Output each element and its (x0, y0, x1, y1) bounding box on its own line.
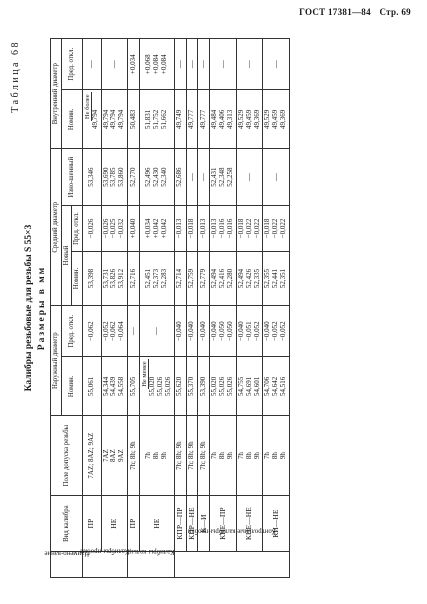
mid-deviation-value: +0,042 (159, 218, 168, 239)
mid-worn-value: 52,770 (128, 167, 137, 187)
mid-deviation-value: −0,013 (210, 218, 219, 239)
outer-nominal-value: 55,370 (187, 376, 196, 396)
outer-nominal-value: 54,642 (271, 376, 280, 396)
inner-deviation-value: — (174, 60, 184, 69)
inner-deviation-value: — (270, 60, 280, 69)
mid-nominal-value: 52,373 (151, 268, 160, 289)
inner-nominal-value: 49,794 (101, 109, 110, 130)
group-plug-gauges: Калибры-пробки (82, 552, 127, 578)
mid-nominal-value: 52,355 (263, 268, 272, 289)
outer-deviation-value: −0,050 (226, 321, 235, 342)
page-number: Стр. 69 (379, 7, 411, 17)
limit-note-max: Не более (83, 94, 91, 120)
inner-nominal-value: 49,369 (279, 109, 288, 130)
outer-deviation-value: −0,062 (86, 321, 95, 342)
inner-deviation-value: — (86, 60, 96, 69)
tolerance-value: 7AZ (101, 449, 110, 463)
gauge-table (44, 38, 290, 578)
mid-worn-value: 52,348 (218, 167, 227, 187)
mid-deviation-value: +0,034 (144, 218, 153, 239)
col-type: Вид калибра (51, 495, 83, 551)
outer-deviation-value: −0,040 (187, 321, 196, 342)
group-ring-gauges: Калибры-кольца (128, 552, 174, 578)
inner-nominal-value: 49,313 (226, 109, 235, 130)
inner-deviation-value: +0,084 (159, 54, 168, 75)
table-title: Калибры резьбовые для резьбы S 55×3 (24, 224, 34, 392)
inner-deviation-value: +0,068 (144, 54, 153, 75)
outer-deviation-value: −0,064 (117, 321, 126, 342)
table-row (128, 39, 140, 578)
outer-deviation-value: — (128, 327, 138, 336)
inner-deviation-value: +0,084 (151, 54, 160, 75)
mid-worn-value: 52,340 (159, 167, 168, 187)
inner-nominal-value: 49,777 (199, 109, 208, 130)
standard-number: ГОСТ 17381—84 (299, 7, 371, 17)
gauge-type: ПР (128, 495, 140, 551)
inner-nominal-value: 49,794 (90, 109, 99, 130)
outer-nominal-value: 54,706 (263, 376, 272, 396)
mid-nominal-value: 53,826 (109, 268, 118, 289)
page-header (293, 7, 411, 17)
outer-nominal-value: 55,705 (128, 376, 137, 396)
mid-worn-value: 53,860 (117, 167, 126, 187)
mid-worn-value: 52,430 (151, 167, 160, 187)
inner-deviation-value: — (217, 60, 227, 69)
outer-nominal-value: 55,026 (218, 376, 227, 396)
mid-worn-value: — (270, 173, 280, 182)
mid-nominal-value: 52,335 (252, 268, 261, 289)
col-mid-new: Новый (61, 205, 72, 305)
inner-nominal-value: 49,459 (244, 109, 253, 130)
col-outer-nominal: Номин. (61, 357, 82, 416)
mid-nominal-value: 52,283 (159, 268, 168, 289)
tolerance-value: 7h; 8h; 9h (175, 441, 184, 470)
outer-nominal-value: 54,558 (117, 376, 126, 396)
mid-nominal-value: 52,779 (199, 268, 208, 289)
col-inner-deviation: Пред. откл. (61, 39, 82, 90)
inner-nominal-value: 51,752 (151, 109, 160, 130)
mid-deviation-value: −0,026 (86, 218, 95, 239)
table-subtitle: Размеры в мм (37, 265, 47, 351)
mid-deviation-value: −0,013 (175, 218, 184, 239)
col-mid-worn: Изно-шенный (61, 149, 82, 205)
tolerance-value: 8h (218, 452, 227, 460)
mid-deviation-value: −0,022 (271, 218, 280, 239)
col-mid-diameter: Средний диаметр (51, 149, 62, 306)
gauge-type: КНЕ—НЕ (236, 495, 262, 551)
mid-deviation-value: −0,022 (244, 218, 253, 239)
mid-nominal-value: 52,426 (244, 268, 253, 289)
mid-nominal-value: 52,280 (226, 268, 235, 289)
mid-nominal-value: 52,494 (236, 268, 245, 289)
table-row (82, 39, 101, 578)
mid-worn-value: — (244, 173, 254, 182)
outer-deviation-value: — (151, 327, 161, 336)
table-number: Таблица 68 (10, 40, 21, 113)
gauge-type: КПР—ПР (174, 495, 186, 551)
mid-deviation-value: −0,016 (226, 218, 235, 239)
mid-nominal-value: 52,759 (187, 268, 196, 289)
tolerance-value: 7h (236, 452, 245, 460)
mid-worn-value: — (198, 173, 208, 182)
limit-note-min: Не менее (141, 361, 149, 387)
inner-nominal-value: 51,831 (144, 109, 153, 130)
outer-deviation-value: −0,040 (175, 321, 184, 342)
col-outer-deviation: Пред. откл. (61, 305, 82, 356)
col-inner-nominal: Номин. (61, 90, 82, 149)
mid-worn-value: 52,496 (144, 167, 153, 187)
tolerance-value: 7h; 8h; 9h (199, 441, 208, 470)
tolerance-value: 9AZ (117, 449, 126, 463)
mid-nominal-value: 52,494 (210, 268, 219, 289)
mid-nominal-value: 53,398 (86, 268, 95, 289)
outer-deviation-value: −0,052 (271, 321, 280, 342)
gauge-type: КНЕ—ПР (210, 495, 236, 551)
outer-deviation-value: −0,040 (236, 321, 245, 342)
inner-nominal-value: 51,662 (159, 109, 168, 130)
outer-nominal-value: 54,344 (101, 376, 110, 396)
outer-nominal-value: 54,691 (244, 376, 253, 396)
table-row (140, 39, 174, 578)
inner-deviation-value: +0,034 (128, 54, 137, 75)
mid-deviation-value: −0,016 (218, 218, 227, 239)
mid-nominal-value: 52,451 (144, 268, 153, 289)
tolerance-value: 8h (271, 452, 280, 460)
tolerance-value: 9h (226, 452, 235, 460)
mid-worn-value: 52,686 (175, 167, 184, 187)
outer-deviation-value: −0,062 (109, 321, 118, 342)
mid-deviation-value: +0,040 (128, 218, 137, 239)
inner-nominal-value: 49,777 (187, 109, 196, 130)
mid-nominal-value: 53,731 (101, 268, 110, 289)
gauge-type: КПР—НЕ (186, 495, 198, 551)
tolerance-value: 9h (279, 452, 288, 460)
mid-worn-value: — (186, 173, 196, 182)
mid-deviation-value: −0,025 (109, 218, 118, 239)
col-mid-nominal: Номин. (72, 252, 83, 306)
inner-nominal-value: 49,794 (109, 109, 118, 130)
outer-deviation-value: −0,051 (244, 321, 253, 342)
outer-nominal-value: 55,026 (155, 376, 164, 396)
table-row (236, 39, 262, 578)
mid-worn-value: 53,346 (86, 167, 95, 187)
rotated-page-content (10, 38, 418, 578)
inner-deviation-value: — (186, 60, 196, 69)
mid-worn-value: 52,258 (226, 167, 235, 187)
mid-deviation-value: −0,032 (117, 218, 126, 239)
inner-nominal-value: 49,369 (252, 109, 261, 130)
outer-deviation-value: −0,050 (218, 321, 227, 342)
gauge-type: НЕ (101, 495, 127, 551)
table-row (101, 39, 127, 578)
inner-deviation-value: — (244, 60, 254, 69)
inner-nominal-value: 49,794 (117, 109, 126, 130)
outer-deviation-value: −0,052 (252, 321, 261, 342)
outer-nominal-value: 53,390 (199, 376, 208, 396)
tolerance-value: 9h (252, 452, 261, 460)
mid-nominal-value: 52,351 (279, 268, 288, 289)
tolerance-value: 8h (244, 452, 253, 460)
mid-worn-value: 53,785 (109, 167, 118, 187)
mid-deviation-value: −0,026 (101, 218, 110, 239)
outer-deviation-value: −0,052 (101, 321, 110, 342)
inner-nominal-value: 49,529 (236, 109, 245, 130)
outer-deviation-value: −0,052 (279, 321, 288, 342)
table-row (174, 39, 186, 578)
inner-nominal-value: 49,484 (210, 109, 219, 130)
outer-nominal-value: 54,439 (109, 376, 118, 396)
tolerance-value: 7h (263, 452, 272, 460)
mid-deviation-value: −0,013 (199, 218, 208, 239)
table-row (263, 39, 289, 578)
col-name: Наимено-вание (51, 552, 83, 578)
tolerance-value: 7h (144, 452, 153, 460)
gauge-type: НЕ (140, 495, 174, 551)
mid-deviation-value: −0,018 (236, 218, 245, 239)
mid-deviation-value: +0,042 (151, 218, 160, 239)
inner-nominal-value: 49,529 (263, 109, 272, 130)
tolerance-value: 7h (210, 452, 219, 460)
mid-deviation-value: −0,018 (187, 218, 196, 239)
mid-deviation-value: −0,018 (263, 218, 272, 239)
outer-nominal-value: 55,061 (86, 376, 95, 396)
mid-nominal-value: 52,416 (218, 268, 227, 289)
mid-deviation-value: −0,022 (252, 218, 261, 239)
outer-nominal-value: 54,755 (236, 376, 245, 396)
tolerance-value: 7h; 8h; 9h (187, 441, 196, 470)
inner-deviation-value: — (108, 60, 118, 69)
inner-deviation-value: — (198, 60, 208, 69)
col-tolerance: Поле допуска резьбы (51, 416, 83, 496)
mid-worn-value: 52,431 (210, 167, 219, 187)
outer-nominal-value: 54,601 (252, 376, 261, 396)
group-control-plug-gauges: Контрольные калибры-пробки (174, 552, 289, 578)
col-mid-deviation: Пред. откл. (72, 205, 83, 251)
inner-nominal-value: 49,749 (175, 109, 184, 130)
table-row (198, 39, 210, 578)
tolerance-value: 9h (159, 452, 168, 460)
mid-nominal-value: 53,912 (117, 268, 126, 289)
mid-deviation-value: −0,022 (279, 218, 288, 239)
col-inner-diameter: Внутренний диаметр (51, 39, 62, 149)
table-row (186, 39, 198, 578)
outer-nominal-value: 55,020 (148, 376, 157, 396)
outer-nominal-value: 55,026 (226, 376, 235, 396)
outer-nominal-value: 55,620 (175, 376, 184, 396)
table-row (210, 39, 236, 578)
outer-deviation-value: −0,040 (210, 321, 219, 342)
gauge-type: ПР (82, 495, 101, 551)
outer-nominal-value: 54,516 (279, 376, 288, 396)
outer-deviation-value: −0,040 (199, 321, 208, 342)
outer-nominal-value: 55,020 (210, 376, 219, 396)
inner-nominal-value: 49,459 (271, 109, 280, 130)
mid-nominal-value: 52,714 (175, 268, 184, 289)
outer-nominal-value: 55,026 (163, 376, 172, 396)
mid-nominal-value: 52,441 (271, 268, 280, 289)
inner-nominal-value: 50,483 (128, 109, 137, 130)
tolerance-value: 8h (151, 452, 160, 460)
gauge-type: КИ—НЕ (263, 495, 289, 551)
tolerance-value: 7h; 8h; 9h (128, 441, 137, 470)
gauge-type: К—И (198, 495, 210, 551)
outer-deviation-value: −0,040 (263, 321, 272, 342)
mid-worn-value: 53,690 (101, 167, 110, 187)
tolerance-value: 8AZ (109, 449, 118, 463)
tolerance-value: 7AZ; 8AZ; 9AZ (86, 432, 95, 479)
mid-nominal-value: 52,716 (128, 268, 137, 289)
col-outer-diameter: Наружный диаметр (51, 305, 62, 415)
inner-nominal-value: 49,406 (218, 109, 227, 130)
